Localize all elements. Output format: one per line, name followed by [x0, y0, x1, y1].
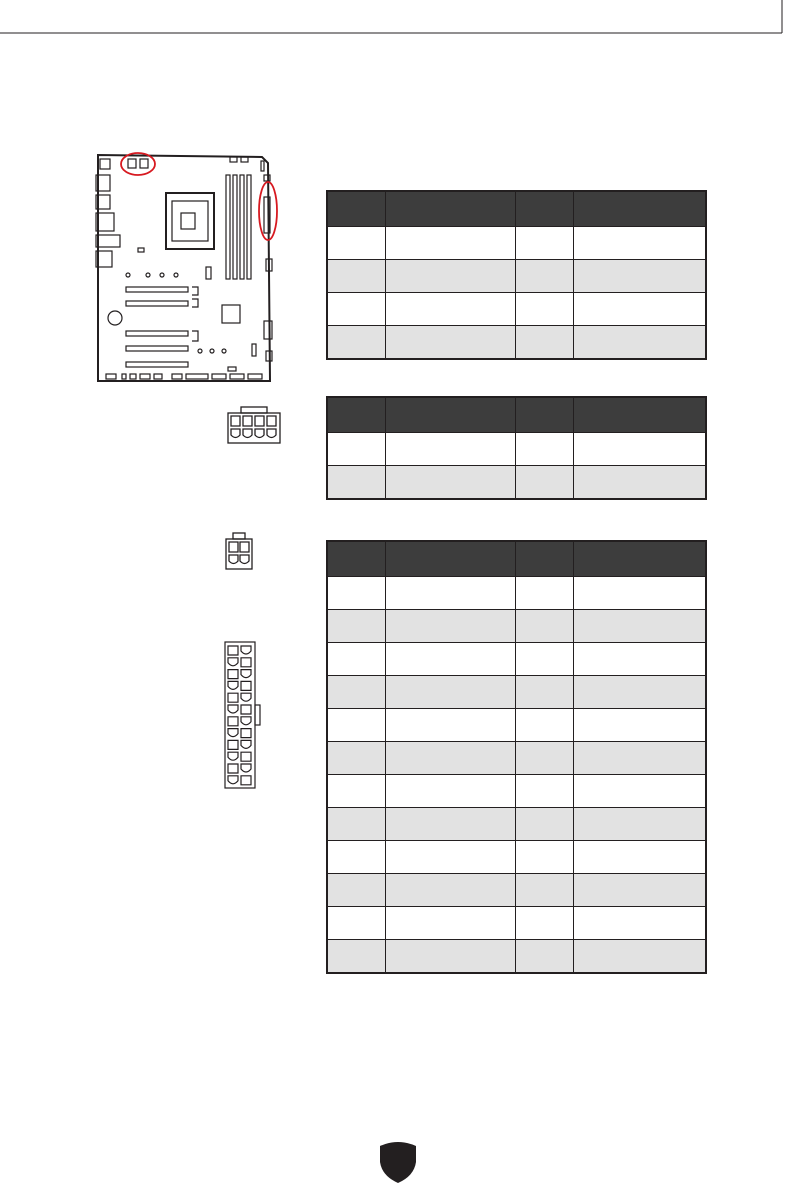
table-cell [385, 466, 515, 500]
table-cell [573, 907, 706, 940]
table-cell [573, 643, 706, 676]
table-cell [385, 775, 515, 808]
table-cell [515, 874, 573, 907]
table-cell [385, 610, 515, 643]
twenty-four-pin-connector-icon [224, 641, 262, 789]
table-cell [515, 227, 573, 260]
table-row [327, 326, 706, 360]
table-cell [327, 577, 385, 610]
table-cell [327, 643, 385, 676]
table-cell [327, 433, 385, 466]
table-cell [515, 907, 573, 940]
table-row [327, 676, 706, 709]
table-cell [515, 433, 573, 466]
eight-pin-connector-icon [227, 406, 281, 444]
header-cell [385, 541, 515, 577]
table-cell [573, 466, 706, 500]
motherboard-diagram-icon [88, 145, 288, 395]
table-cell [385, 907, 515, 940]
table-row [327, 808, 706, 841]
table-cell [327, 326, 385, 360]
header-cell [573, 191, 706, 227]
table-cell [327, 709, 385, 742]
table-cell [327, 907, 385, 940]
table-cell [327, 841, 385, 874]
table-cell [327, 775, 385, 808]
page-edge-rule [0, 0, 794, 40]
table-cell [573, 940, 706, 974]
table-cell [385, 433, 515, 466]
table-cell [327, 676, 385, 709]
table-cell [573, 874, 706, 907]
table-cell [515, 577, 573, 610]
table-cell [515, 610, 573, 643]
table-cell [515, 466, 573, 500]
table-cell [385, 227, 515, 260]
table-cell [385, 940, 515, 974]
table-cell [385, 808, 515, 841]
header-cell [327, 397, 385, 433]
table-cell [515, 293, 573, 326]
table-cell [573, 227, 706, 260]
header-cell [327, 191, 385, 227]
table-cell [573, 293, 706, 326]
table-cell [385, 260, 515, 293]
table-cell [573, 433, 706, 466]
table-cell [515, 260, 573, 293]
table-cell [573, 709, 706, 742]
table-row [327, 874, 706, 907]
table-cell [515, 709, 573, 742]
table-row [327, 709, 706, 742]
table-cell [515, 676, 573, 709]
header-cell [385, 397, 515, 433]
header-cell [515, 397, 573, 433]
table-cell [327, 466, 385, 500]
pin-table-3 [326, 540, 707, 974]
table-header [327, 191, 706, 227]
table-row [327, 227, 706, 260]
header-cell [385, 191, 515, 227]
table-row [327, 260, 706, 293]
table-cell [573, 742, 706, 775]
table-cell [515, 643, 573, 676]
table-cell [327, 940, 385, 974]
pin-table-1 [326, 190, 707, 360]
table-cell [385, 326, 515, 360]
table-cell [573, 808, 706, 841]
table-cell [327, 874, 385, 907]
table-cell [327, 610, 385, 643]
table-cell [515, 940, 573, 974]
table-row [327, 577, 706, 610]
table-cell [385, 742, 515, 775]
table-row [327, 742, 706, 775]
table-row [327, 466, 706, 500]
table-cell [515, 841, 573, 874]
table-row [327, 610, 706, 643]
table-cell [573, 775, 706, 808]
table-header [327, 541, 706, 577]
table-row [327, 775, 706, 808]
table-cell [385, 709, 515, 742]
table-cell [573, 676, 706, 709]
table-cell [515, 742, 573, 775]
table-cell [385, 841, 515, 874]
header-cell [515, 541, 573, 577]
table-cell [573, 610, 706, 643]
pin-table-2 [326, 396, 707, 500]
table-header [327, 397, 706, 433]
table-cell [385, 293, 515, 326]
table-row [327, 293, 706, 326]
table-cell [515, 808, 573, 841]
table-cell [385, 577, 515, 610]
table-cell [573, 260, 706, 293]
table-cell [327, 808, 385, 841]
table-cell [573, 326, 706, 360]
table-cell [573, 577, 706, 610]
header-cell [515, 191, 573, 227]
brand-shield-icon [378, 1140, 418, 1184]
table-cell [573, 841, 706, 874]
table-cell [385, 874, 515, 907]
table-row [327, 940, 706, 974]
four-pin-connector-icon [225, 532, 253, 570]
table-row [327, 841, 706, 874]
header-cell [573, 541, 706, 577]
table-row [327, 433, 706, 466]
table-cell [327, 742, 385, 775]
table-row [327, 643, 706, 676]
table-cell [327, 260, 385, 293]
table-cell [327, 293, 385, 326]
table-cell [385, 676, 515, 709]
header-cell [573, 397, 706, 433]
table-cell [515, 775, 573, 808]
table-row [327, 907, 706, 940]
table-cell [515, 326, 573, 360]
table-cell [327, 227, 385, 260]
table-cell [385, 643, 515, 676]
header-cell [327, 541, 385, 577]
